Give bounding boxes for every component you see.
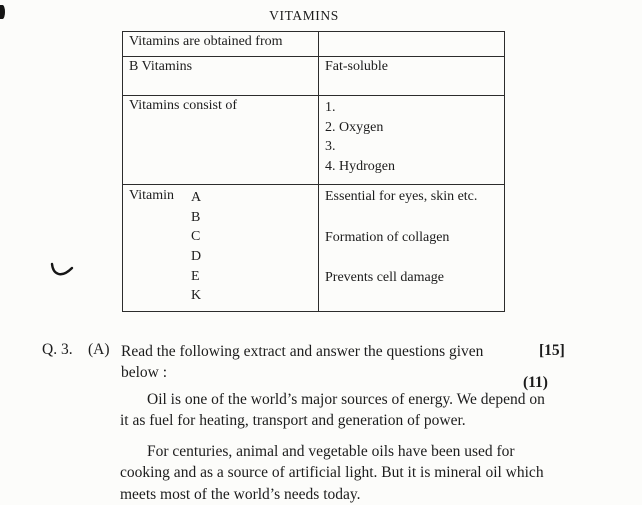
question-number: Q. 3. xyxy=(42,341,73,358)
cell-elements-list xyxy=(319,96,505,185)
question-prompt-line1: Read the following extract and answer the questions given xyxy=(121,343,484,360)
cell-vitamins-consist: Vitamins consist of xyxy=(123,96,319,185)
scan-artifact xyxy=(0,5,5,19)
extract-paragraph-1: Oil is one of the world’s major sources of energy. We depend on it as fuel for heating, transport and generation of power. xyxy=(120,391,545,430)
function-line-2: Formation of collagen xyxy=(325,229,450,245)
marks-total: [15] xyxy=(539,342,565,359)
handwritten-pen-mark xyxy=(50,259,74,281)
marks-sub: (11) xyxy=(523,374,548,391)
cell-vitamin-letters xyxy=(123,185,319,312)
question-prompt-line2: below : xyxy=(121,364,168,381)
cell-empty-open xyxy=(319,32,505,57)
question-prompt xyxy=(121,341,541,383)
vitamin-letter-c: C xyxy=(191,229,201,245)
table-title: VITAMINS xyxy=(269,8,339,23)
vitamin-label: Vitamin xyxy=(129,188,175,203)
table-row xyxy=(123,96,505,185)
vitamins-table xyxy=(122,31,505,312)
element-line-3: 3. xyxy=(325,139,336,154)
cell-fat-soluble: Fat-soluble xyxy=(319,57,505,96)
vitamin-letter-e: E xyxy=(191,268,200,284)
vitamin-letter-k: K xyxy=(191,288,202,304)
cell-b-vitamins: B Vitamins xyxy=(123,57,319,96)
vitamin-letter-b: B xyxy=(191,209,201,225)
function-line-1: Essential for eyes, skin etc. xyxy=(325,189,478,204)
cell-vitamin-functions xyxy=(319,185,505,312)
question-part: (A) xyxy=(88,341,110,358)
element-line-1: 1. xyxy=(325,100,336,115)
extract-paragraph-2: For centuries, animal and vegetable oils have been used for cooking and as a source of artificial light. But it is mineral oil which meets most of the world’s needs today. xyxy=(120,443,544,503)
vitamin-letter-d: D xyxy=(191,249,202,265)
function-line-3: Prevents cell damage xyxy=(325,270,444,285)
element-line-2: 2. Oxygen xyxy=(325,119,384,135)
table-row xyxy=(123,32,505,57)
vitamin-letter-a: A xyxy=(191,190,202,205)
cell-vitamins-obtained: Vitamins are obtained from xyxy=(123,32,319,57)
element-line-4: 4. Hydrogen xyxy=(325,158,395,174)
table-row xyxy=(123,57,505,96)
table-row xyxy=(123,185,505,312)
vitamin-letter-list xyxy=(191,188,312,306)
